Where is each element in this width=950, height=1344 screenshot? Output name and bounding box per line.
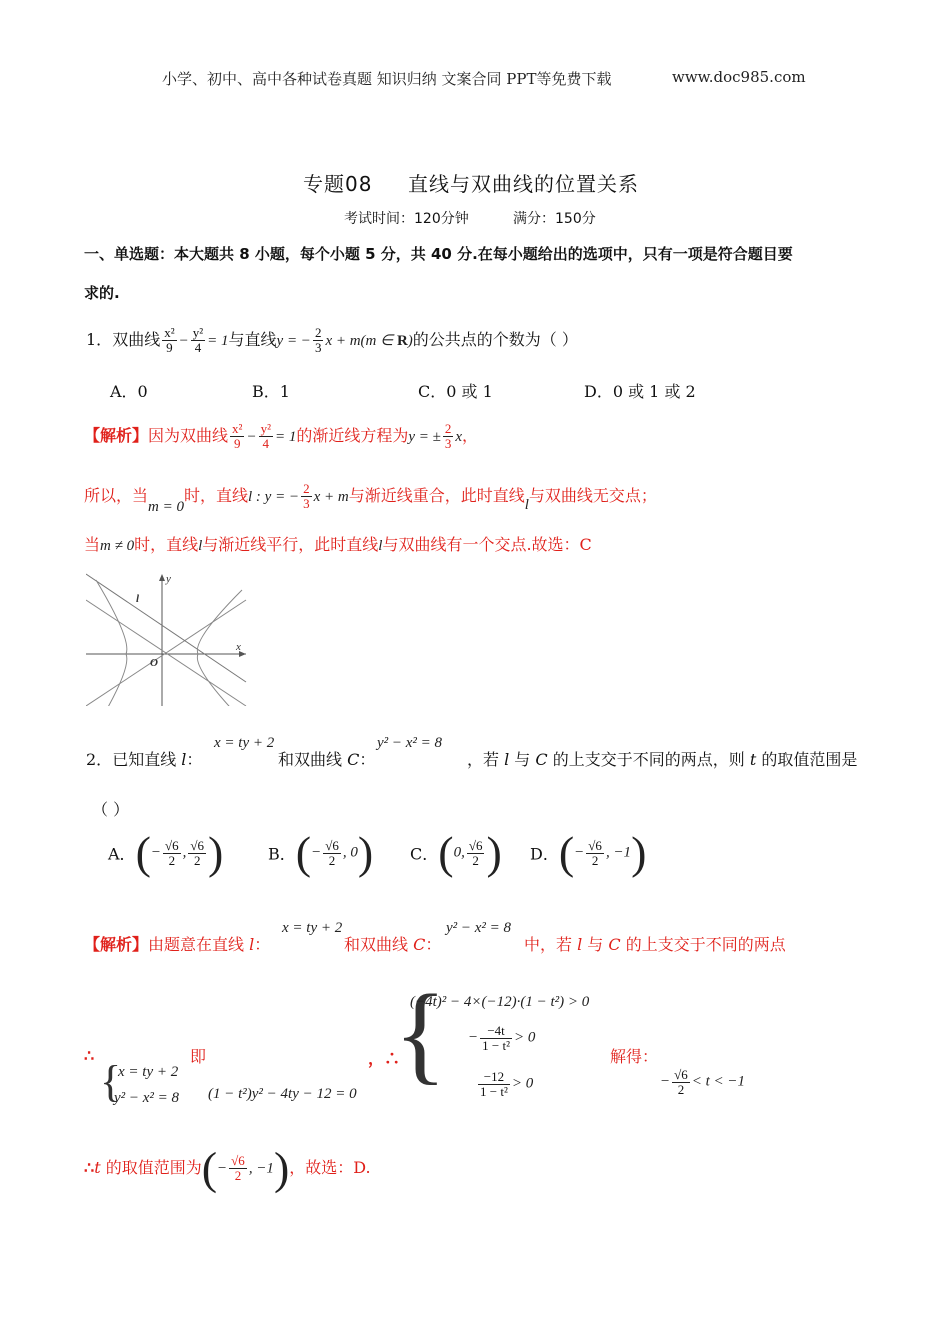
q2-option-a-label: A． [108, 844, 136, 864]
q1-text-c: 的公共点的个数为（ ） [412, 330, 578, 349]
ji-text: 即 [190, 1047, 207, 1066]
q1-text-b: 与直线 [228, 330, 277, 349]
q2-option-a[interactable]: A．(− $\frac{√6}{2}$ , $\frac{√6}{2}$ ) [108, 827, 224, 878]
q2-stem-b [278, 747, 375, 770]
q2-text-f: 的取值范围是 [756, 750, 858, 769]
q1-sol-b: 的渐近线方程为 [296, 426, 409, 445]
range-tail: < t < −1 [691, 1073, 746, 1090]
x-label: x [236, 641, 241, 653]
q1-solution-label: 【解析】 [84, 426, 149, 445]
jiede-text: 解得： [610, 1047, 659, 1066]
cond3-num: −12 [478, 1070, 510, 1085]
q1-sol-c: ， [462, 426, 479, 445]
cond3-gt0: > 0 [511, 1075, 534, 1092]
system-eq2: y² − x² = 8 [114, 1090, 180, 1106]
q2-eq-hyperbola: y² − x² = 8 [377, 735, 443, 751]
final-therefore: ∴ [84, 1158, 95, 1177]
q2-option-b-label: B． [268, 844, 296, 864]
q2-sol-colon-2: ： [425, 935, 442, 954]
quadratic-eq: (1 − t²)y² − 4ty − 12 = 0 [208, 1086, 357, 1102]
q1-line2-d: 与双曲线无交点； [528, 486, 657, 505]
q2-stem-c [467, 747, 857, 770]
q1-sol-frac-y2-4: $\frac{\text{y²}}{4}$ [260, 421, 271, 451]
q1-frac-2-3: $\frac{2}{3}$ [314, 325, 322, 355]
header-url[interactable]: www.doc985.com [672, 68, 806, 86]
q2-solution-label: 【解析】 [84, 935, 149, 954]
q2-number: 2． [86, 750, 113, 769]
q2-sol-l-2: l [577, 935, 583, 954]
q1-solution-line3: 当m ≠ 0时，直线l与渐近线平行，此时直线l与双曲线有一个交点.故选：C [84, 535, 592, 554]
q2-solution-line1 [84, 932, 270, 955]
q2-option-c-label: C． [410, 844, 439, 864]
q1-sol-frac-x2-9: $\frac{\text{x²}}{9}$ [232, 421, 243, 451]
q2-option-d[interactable]: D．(− $\frac{√6}{2}$ , −1) [530, 827, 647, 878]
cond3-den: 1 − t² [480, 1083, 508, 1099]
topic-number: 专题08 [303, 172, 373, 196]
condition-sum: − $\frac{-4t}{\text{1 − t²}}$ > 0 [468, 1023, 536, 1053]
cond2-den: 1 − t² [482, 1037, 510, 1053]
q2-t: t [749, 750, 757, 769]
exam-score: 满分：150分 [513, 211, 596, 227]
page-title: 直线与双曲线的位置关系 [408, 172, 639, 196]
q1-text-a: 双曲线 [112, 330, 161, 349]
q2-sol-a: 由题意在直线 [148, 935, 250, 954]
origin-label: O [150, 657, 158, 669]
section-heading-line1: 一、单选题：本大题共 8 小题，每个小题 5 分，共 40 分.在每小题给出的选项中，只有一项是符合题目要 [84, 245, 793, 263]
q2-answer-paren: （ ） [92, 800, 130, 819]
q2-colon-2: ： [359, 750, 376, 769]
cond2-num: −4t [480, 1024, 512, 1039]
q1-option-d[interactable]: D．0 或 1 或 2 [584, 382, 696, 401]
q2-sol-l: l [249, 935, 255, 954]
line-l-label: l [136, 593, 140, 605]
condition-discriminant: (−4t)² − 4×(−12)·(1 − t²) > 0 [410, 994, 590, 1010]
q1-sol-a: 因为双曲线 [148, 426, 229, 445]
conditions-brace: { [394, 972, 447, 1094]
q1-hyperbola-graph [86, 570, 250, 706]
q2-sol-d: 与 [582, 935, 609, 954]
cond2-gt0: > 0 [513, 1029, 536, 1046]
q1-line3-b: 时，直线 [134, 535, 199, 554]
q1-frac-y2-4: $\frac{\text{y²}}{4}$ [192, 325, 204, 355]
q2-sol-C: C [413, 935, 426, 954]
q1-line2-c: 与渐近线重合，此时直线 [348, 486, 525, 505]
y-axis-arrow [159, 574, 165, 581]
q2-l: l [181, 750, 187, 769]
q2-C: C [347, 750, 360, 769]
q2-eq-line: x = ty + 2 [214, 735, 275, 751]
q1-frac-x2-9: $\frac{\text{x²}}{9}$ [164, 325, 175, 355]
final-t: t [94, 1158, 101, 1177]
q2-sol-b: 和双曲线 [344, 935, 414, 954]
exam-time: 考试时间：120分钟 [344, 211, 469, 227]
q2-sol-c: 中，若 [524, 935, 578, 954]
q2-sol-colon: ： [254, 935, 271, 954]
y-label: y [166, 573, 171, 585]
q2-text-b: 和双曲线 [278, 750, 348, 769]
header-banner: 小学、初中、高中各种试卷真题 知识归纳 文案合同 PPT等免费下载 [162, 70, 612, 88]
line-l [86, 574, 246, 682]
q1-line3-a: 当 [84, 535, 101, 554]
final-c: ，故选：D. [289, 1158, 371, 1177]
q2-stem [86, 747, 202, 770]
q2-solution-line1b [344, 932, 441, 955]
q1-stem: 1．双曲线 $\frac{\text{x²}}{9}$ − $\frac{\text{y²}}{4}$ = 1与直线y = − $\frac{2}{3}$ x + m(m ∈ R)的公共点的个数为（ ） [86, 325, 578, 355]
system-brace: { [100, 1057, 122, 1106]
therefore-1: ∴ [84, 1046, 95, 1065]
q1-line2-a: 所以，当 [84, 486, 149, 505]
q1-line3-d: 与双曲线有一个交点.故选：C [382, 535, 592, 554]
section-heading-line2: 求的. [84, 284, 120, 302]
condition-product [476, 1070, 533, 1098]
q2-option-d-label: D． [530, 844, 559, 864]
q1-option-a[interactable]: A．0 [110, 382, 148, 401]
q2-l-2: l [504, 750, 510, 769]
q2-text-e: 的上支交于不同的两点，则 [547, 750, 750, 769]
q2-text-a: 已知直线 [112, 750, 182, 769]
range-result: − $\frac{√6}{2}$ < t < −1 [660, 1067, 746, 1097]
q1-option-c[interactable]: C．0 或 1 [418, 382, 493, 401]
final-b: 的取值范围为 [100, 1158, 202, 1177]
q2-solution-line1c [524, 932, 786, 955]
q1-option-b[interactable]: B．1 [252, 382, 290, 401]
range-num: √6 [674, 1067, 688, 1082]
therefore-2: ，∴ [368, 1049, 401, 1068]
q2-sol-eq-line: x = ty + 2 [282, 920, 343, 936]
q2-C-2: C [535, 750, 548, 769]
range-den: 2 [677, 1081, 685, 1097]
q2-sol-eq-hyperbola: y² − x² = 8 [446, 920, 512, 936]
q1-solution-line1: 【解析】因为双曲线 $\frac{\text{x²}}{9}$ − $\frac{\text{y²}}{4}$ = 1的渐近线方程为y = ± $\frac{2}{3}$ x， [84, 421, 479, 451]
q2-text-d: 与 [509, 750, 536, 769]
q2-text-c: ，若 [467, 750, 505, 769]
q1-line2-b: 时，直线 [183, 486, 248, 505]
q2-option-c[interactable]: C．(0, $\frac{√6}{2}$ ) [410, 827, 502, 878]
q2-sol-e: 的上支交于不同的两点 [620, 935, 786, 954]
q1-number: 1． [86, 330, 113, 349]
q2-final-line: ∴t 的取值范围为(− $\frac{√6}{2}$ , −1)，故选：D. [84, 1142, 371, 1194]
q2-sol-C-2: C [608, 935, 621, 954]
q1-solution-line2: 所以，当m = 0时，直线l : y = − $\frac{2}{3}$ x + m与渐近线重合，此时直线l与双曲线无交点； [84, 481, 657, 515]
q1-line3-c: 与渐近线平行，此时直线 [202, 535, 379, 554]
q2-colon: ： [186, 750, 203, 769]
q2-option-b[interactable]: B．(− $\frac{√6}{2}$ , 0) [268, 827, 374, 878]
q1-sol-frac-2-3: $\frac{2}{3}$ [444, 421, 452, 451]
q1-line2-frac: $\frac{2}{3}$ [303, 481, 310, 511]
system-eq1: x = ty + 2 [118, 1064, 179, 1080]
